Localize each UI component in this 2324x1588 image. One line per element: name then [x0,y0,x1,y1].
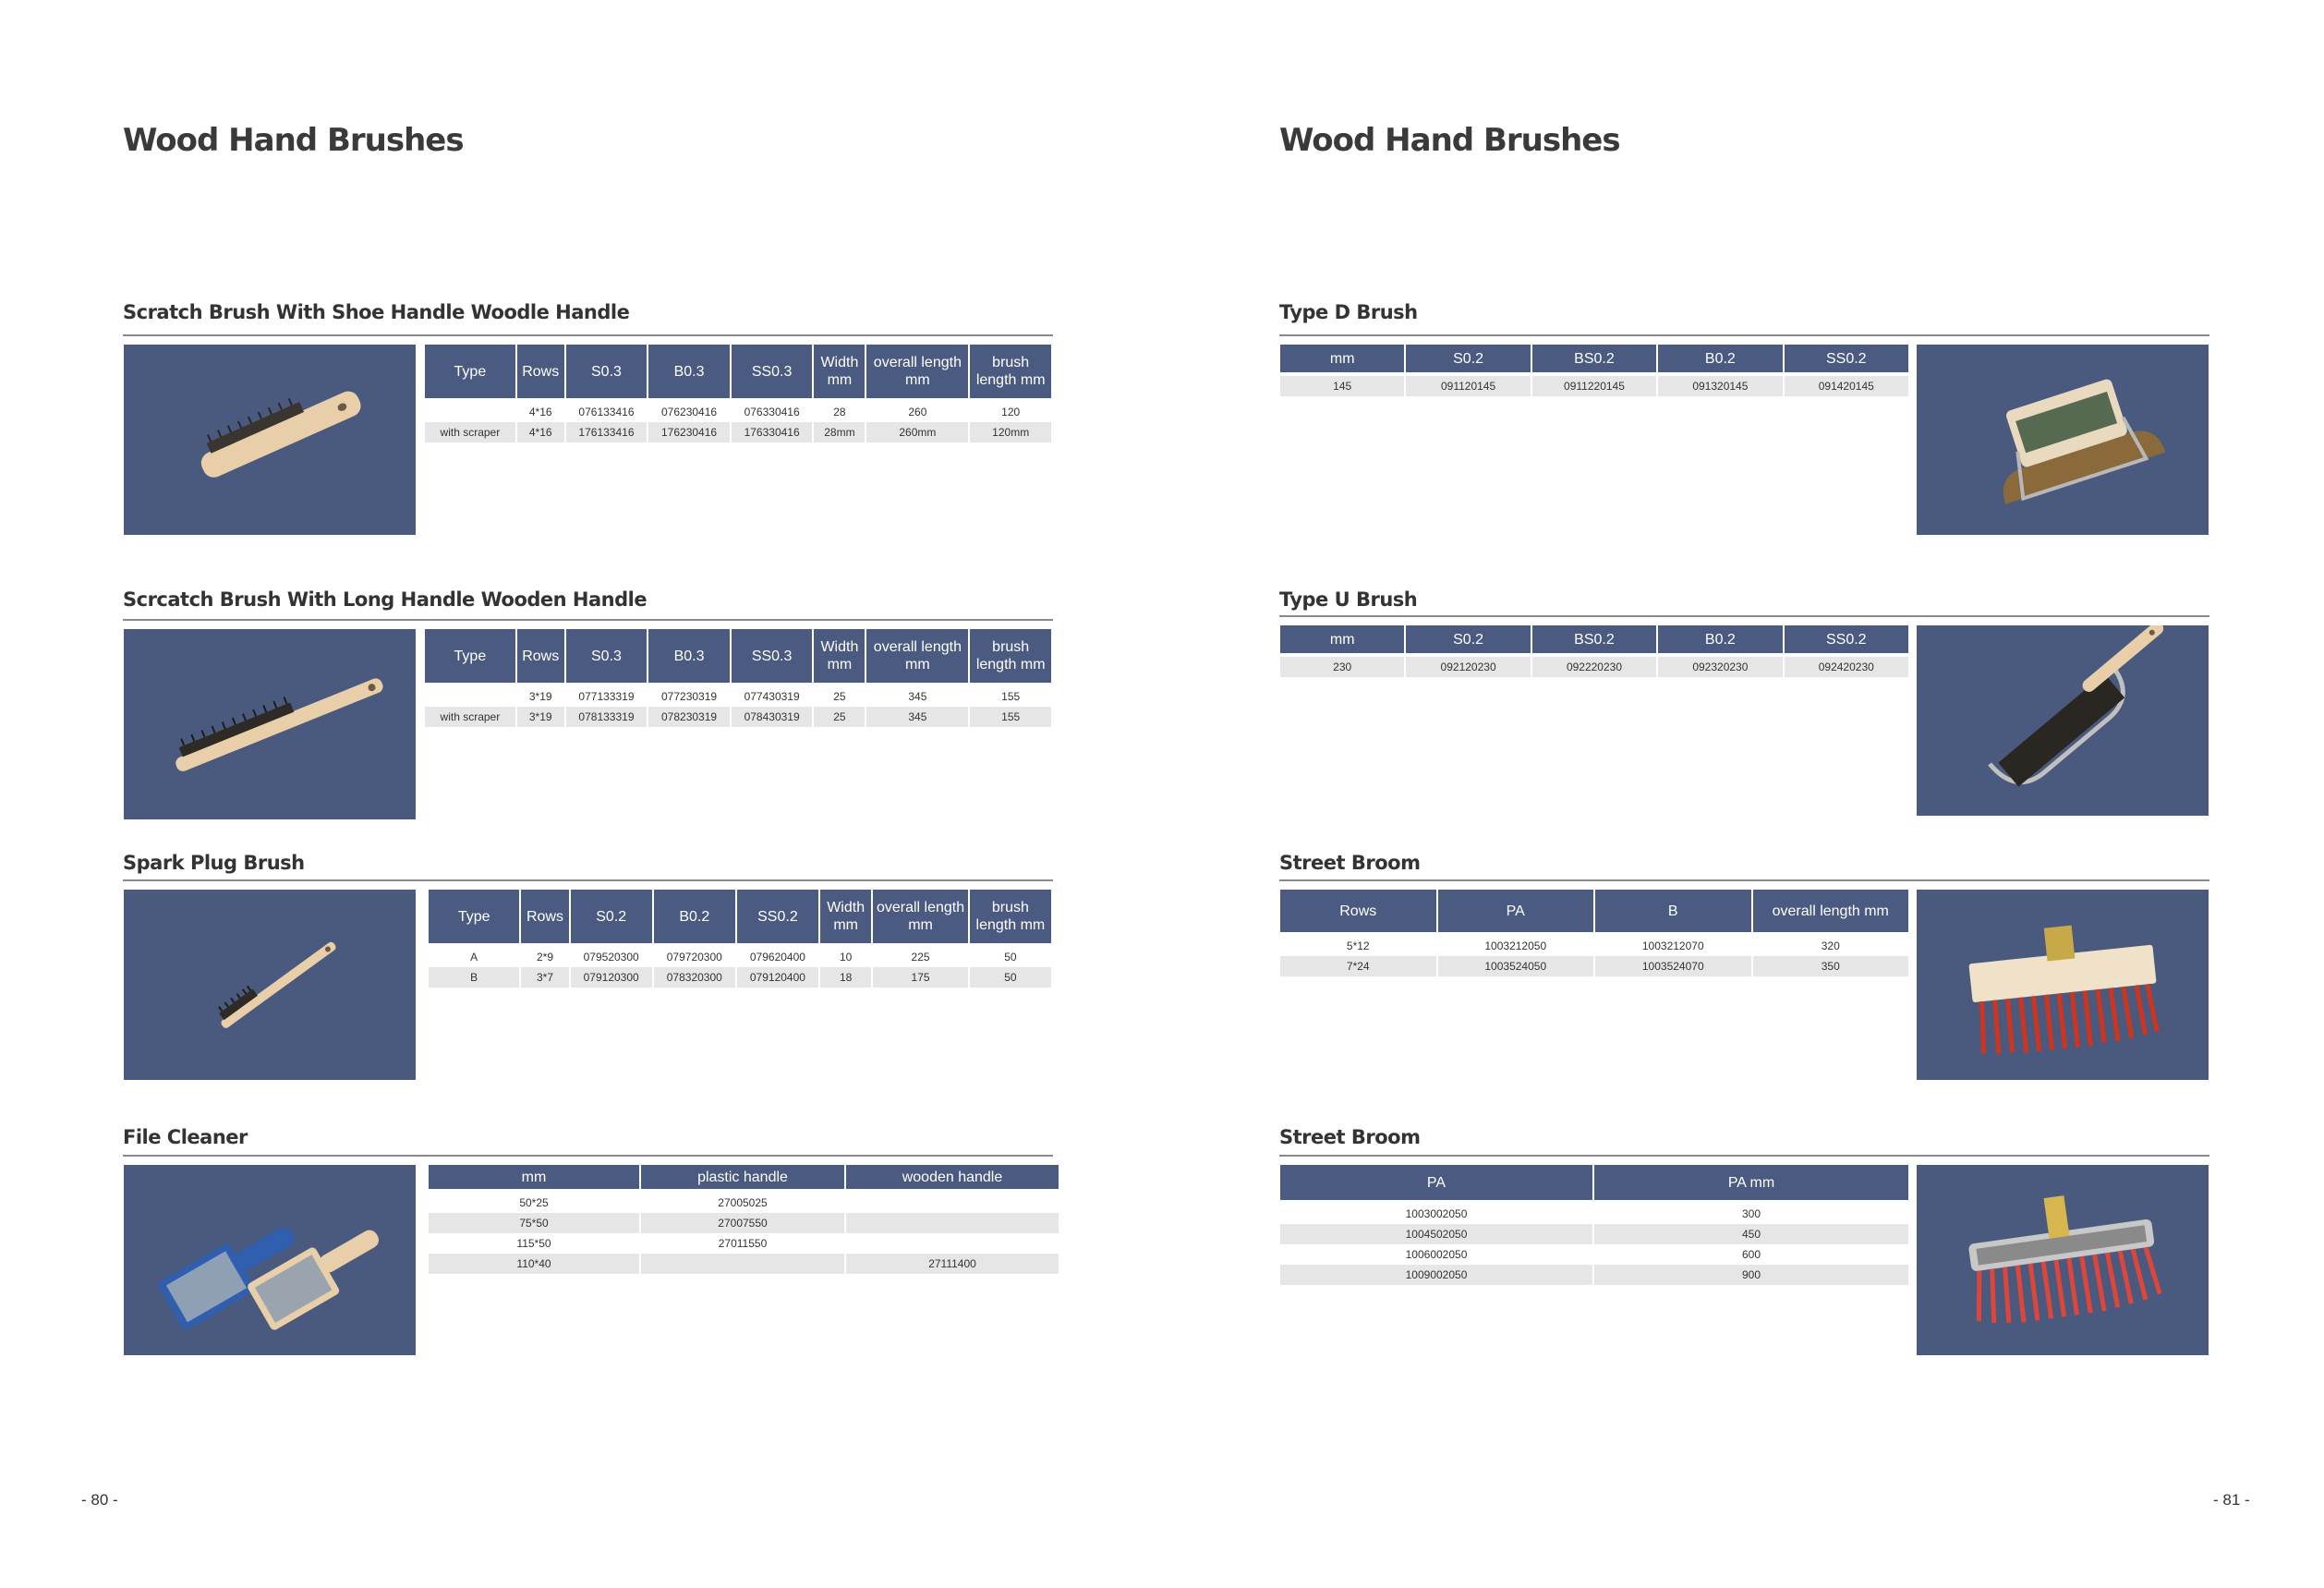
table-cell: with scraper [425,422,515,442]
table-cell: 4*16 [528,406,552,418]
section-divider [1279,615,2209,617]
table-cell [846,1233,1059,1254]
table-cell: 091320145 [1658,376,1782,396]
header-cell: SS0.2 [1785,345,1908,376]
table-cell: 4*16 [517,422,564,442]
product-photo-file-cleaner [124,1165,416,1355]
table-cell: 078320300 [654,967,735,988]
header-cell: B0.3 [648,629,730,686]
table-row [425,707,1051,727]
table-cell: 3*19 [517,707,564,727]
header-cell: brush length mm [970,345,1051,402]
header-cell: PA [1280,1165,1592,1204]
header-cell: B0.2 [1658,625,1782,657]
table-cell [846,1213,1059,1233]
header-cell: Rows [517,345,564,402]
header-cell: Width mm [814,629,865,686]
table-cell: 2*9 [536,951,553,964]
header-cell: BS0.2 [1532,625,1656,657]
product-photo-type-u-brush [1917,625,2209,816]
page-number-left: - 80 - [81,1491,118,1509]
header-cell: S0.2 [571,890,652,947]
table-cell: 155 [970,707,1051,727]
table-cell: 1009002050 [1280,1265,1592,1285]
table-row [1280,1244,1908,1265]
table-cell: 25 [814,707,865,727]
table-cell: 1003524070 [1595,956,1751,976]
section-divider [1279,879,2209,881]
table-row [1280,1224,1908,1244]
section-divider [1279,334,2209,336]
section-title: Street Broom [1279,1126,1421,1148]
product-photo-shoe-handle-brush [124,345,416,535]
table-cell: 079120300 [571,967,652,988]
table-cell: 079520300 [583,951,639,964]
table-cell: 50 [970,967,1051,988]
table-cell: 155 [1001,690,1021,703]
table-cell: 1004502050 [1280,1224,1592,1244]
page-number-right: - 81 - [2213,1491,2250,1509]
table-cell: 260mm [866,422,968,442]
product-photo-type-d-brush [1917,345,2209,535]
header-cell: SS0.2 [1785,625,1908,657]
table-cell: 175 [873,967,967,988]
header-cell: B0.2 [654,890,735,947]
header-cell: Type [429,890,519,947]
section-title: Scrcatch Brush With Long Handle Wooden Handle [123,588,648,611]
table-row [429,967,1051,988]
header-cell: mm [1280,345,1404,376]
table-cell [425,686,515,707]
table-cell: 28mm [814,422,865,442]
header-cell: PA [1438,890,1594,936]
header-cell: wooden handle [846,1165,1059,1193]
table-row [425,686,1051,707]
table-cell: 092320230 [1658,657,1782,677]
table-cell: 176330416 [732,422,813,442]
table-cell: 345 [908,690,927,703]
header-cell: Type [425,345,515,402]
section-divider [123,1155,1053,1157]
header-cell: Rows [517,629,564,686]
table-cell: 260 [908,406,927,418]
table-cell: 078133319 [566,707,648,727]
table-cell: 75*50 [429,1213,639,1233]
table-row [429,1213,1059,1233]
table-cell: 27111400 [846,1254,1059,1274]
table-row [1280,657,1908,677]
table-cell: 27007550 [641,1213,844,1233]
table-cell: 092220230 [1532,657,1656,677]
header-cell: mm [1280,625,1404,657]
table-cell: 079720300 [666,951,722,964]
header-cell: S0.2 [1406,625,1530,657]
table-cell: 078430319 [732,707,813,727]
table-cell: 091420145 [1785,376,1908,396]
header-cell: SS0.3 [732,345,813,402]
spec-table-type-d [1278,345,1910,396]
header-cell: overall length mm [866,629,968,686]
table-cell: 115*50 [516,1237,551,1250]
section-divider [123,334,1053,336]
header-cell: PA mm [1594,1165,1908,1204]
table-cell: 300 [1741,1207,1761,1220]
table-cell: 078230319 [648,707,730,727]
section-divider [123,619,1053,621]
table-row [429,1233,1059,1254]
header-cell: SS0.3 [732,629,813,686]
section-title: Scratch Brush With Shoe Handle Woodle Handle [123,301,630,323]
table-cell: 076133416 [578,406,635,418]
table-row [425,402,1051,422]
header-cell: SS0.2 [737,890,818,947]
table-cell: 320 [1821,939,1840,952]
section-title: Type D Brush [1279,301,1418,323]
table-row [1280,956,1908,976]
table-cell: B [429,967,519,988]
section-title: File Cleaner [123,1126,248,1148]
header-cell: Rows [521,890,568,947]
table-cell: 345 [866,707,968,727]
header-cell: S0.2 [1406,345,1530,376]
table-cell: 18 [820,967,871,988]
table-cell: 120 [1001,406,1021,418]
table-cell: 3*19 [528,690,552,703]
header-cell: brush length mm [970,629,1051,686]
table-cell: 230 [1280,657,1404,677]
header-cell: mm [429,1165,639,1193]
table-cell: 145 [1280,376,1404,396]
table-cell [846,1193,1059,1213]
product-photo-street-broom-metal [1917,1165,2209,1355]
header-cell: S0.3 [566,629,648,686]
table-cell: 1006002050 [1405,1248,1468,1261]
table-cell: 092420230 [1785,657,1908,677]
table-row [429,1254,1059,1274]
table-cell: A [470,951,478,964]
header-cell: Width mm [820,890,871,947]
table-cell: 077133319 [578,690,635,703]
header-cell: overall length mm [1753,890,1909,936]
table-cell: 077230319 [661,690,718,703]
product-photo-street-broom-wood [1917,890,2209,1080]
header-cell: Width mm [814,345,865,402]
table-cell: 3*7 [521,967,568,988]
section-title: Type U Brush [1279,588,1418,611]
table-cell: 10 [839,951,853,964]
table-cell [641,1254,844,1274]
page-title-left: Wood Hand Brushes [123,122,464,159]
spec-table-street-broom-2 [1278,1165,1910,1285]
spec-table-street-broom-1 [1278,890,1910,976]
header-cell: Rows [1280,890,1436,936]
table-cell: 27005025 [718,1196,768,1209]
table-cell: 176230416 [648,422,730,442]
header-cell: plastic handle [641,1165,844,1193]
header-cell: BS0.2 [1532,345,1656,376]
table-cell: 28 [833,406,846,418]
header-cell: S0.3 [566,345,648,402]
table-row [429,1193,1059,1213]
table-cell: 1003524050 [1438,956,1594,976]
table-cell: 079120400 [737,967,818,988]
table-cell: 5*12 [1346,939,1370,952]
table-cell: 225 [911,951,930,964]
table-cell: 092120230 [1406,657,1530,677]
spec-table-spark-plug [427,890,1053,988]
header-cell: overall length mm [866,345,968,402]
table-row [1280,1204,1908,1224]
header-cell: Type [425,629,515,686]
section-divider [1279,1155,2209,1157]
table-cell: 120mm [970,422,1051,442]
table-cell: 1003212070 [1641,939,1704,952]
table-cell: 1003002050 [1405,1207,1468,1220]
spec-table-long-handle [423,629,1053,727]
spec-table-shoe-handle [423,345,1053,442]
header-cell: B0.3 [648,345,730,402]
table-cell: 076230416 [661,406,718,418]
table-row [429,947,1051,967]
section-title: Street Broom [1279,852,1421,874]
table-row [1280,1265,1908,1285]
table-cell: 7*24 [1280,956,1436,976]
spec-table-type-u [1278,625,1910,677]
section-title: Spark Plug Brush [123,852,305,874]
table-row [425,422,1051,442]
product-photo-spark-plug-brush [124,890,416,1080]
table-cell: 350 [1753,956,1909,976]
table-cell: 50*25 [519,1196,549,1209]
table-cell: 900 [1594,1265,1908,1285]
table-cell: with scraper [425,707,515,727]
table-cell: 450 [1594,1224,1908,1244]
table-cell: 0911220145 [1532,376,1656,396]
product-photo-long-handle-brush [124,629,416,819]
table-cell: 091120145 [1406,376,1530,396]
table-cell: 077430319 [744,690,800,703]
table-cell: 25 [833,690,846,703]
table-cell: 27011550 [718,1237,768,1250]
table-cell: 079620400 [749,951,805,964]
table-cell [425,402,515,422]
table-row [1280,936,1908,956]
header-cell: brush length mm [970,890,1051,947]
table-row [1280,376,1908,396]
header-cell: B0.2 [1658,345,1782,376]
table-cell: 1003212050 [1484,939,1547,952]
table-cell: 600 [1741,1248,1761,1261]
table-cell: 176133416 [566,422,648,442]
page-title-right: Wood Hand Brushes [1279,122,1620,159]
table-cell: 110*40 [429,1254,639,1274]
table-cell: 076330416 [744,406,800,418]
section-divider [123,879,1053,881]
header-cell: B [1595,890,1751,936]
table-cell: 50 [1004,951,1017,964]
spec-table-file-cleaner [427,1165,1060,1274]
header-cell: overall length mm [873,890,967,947]
